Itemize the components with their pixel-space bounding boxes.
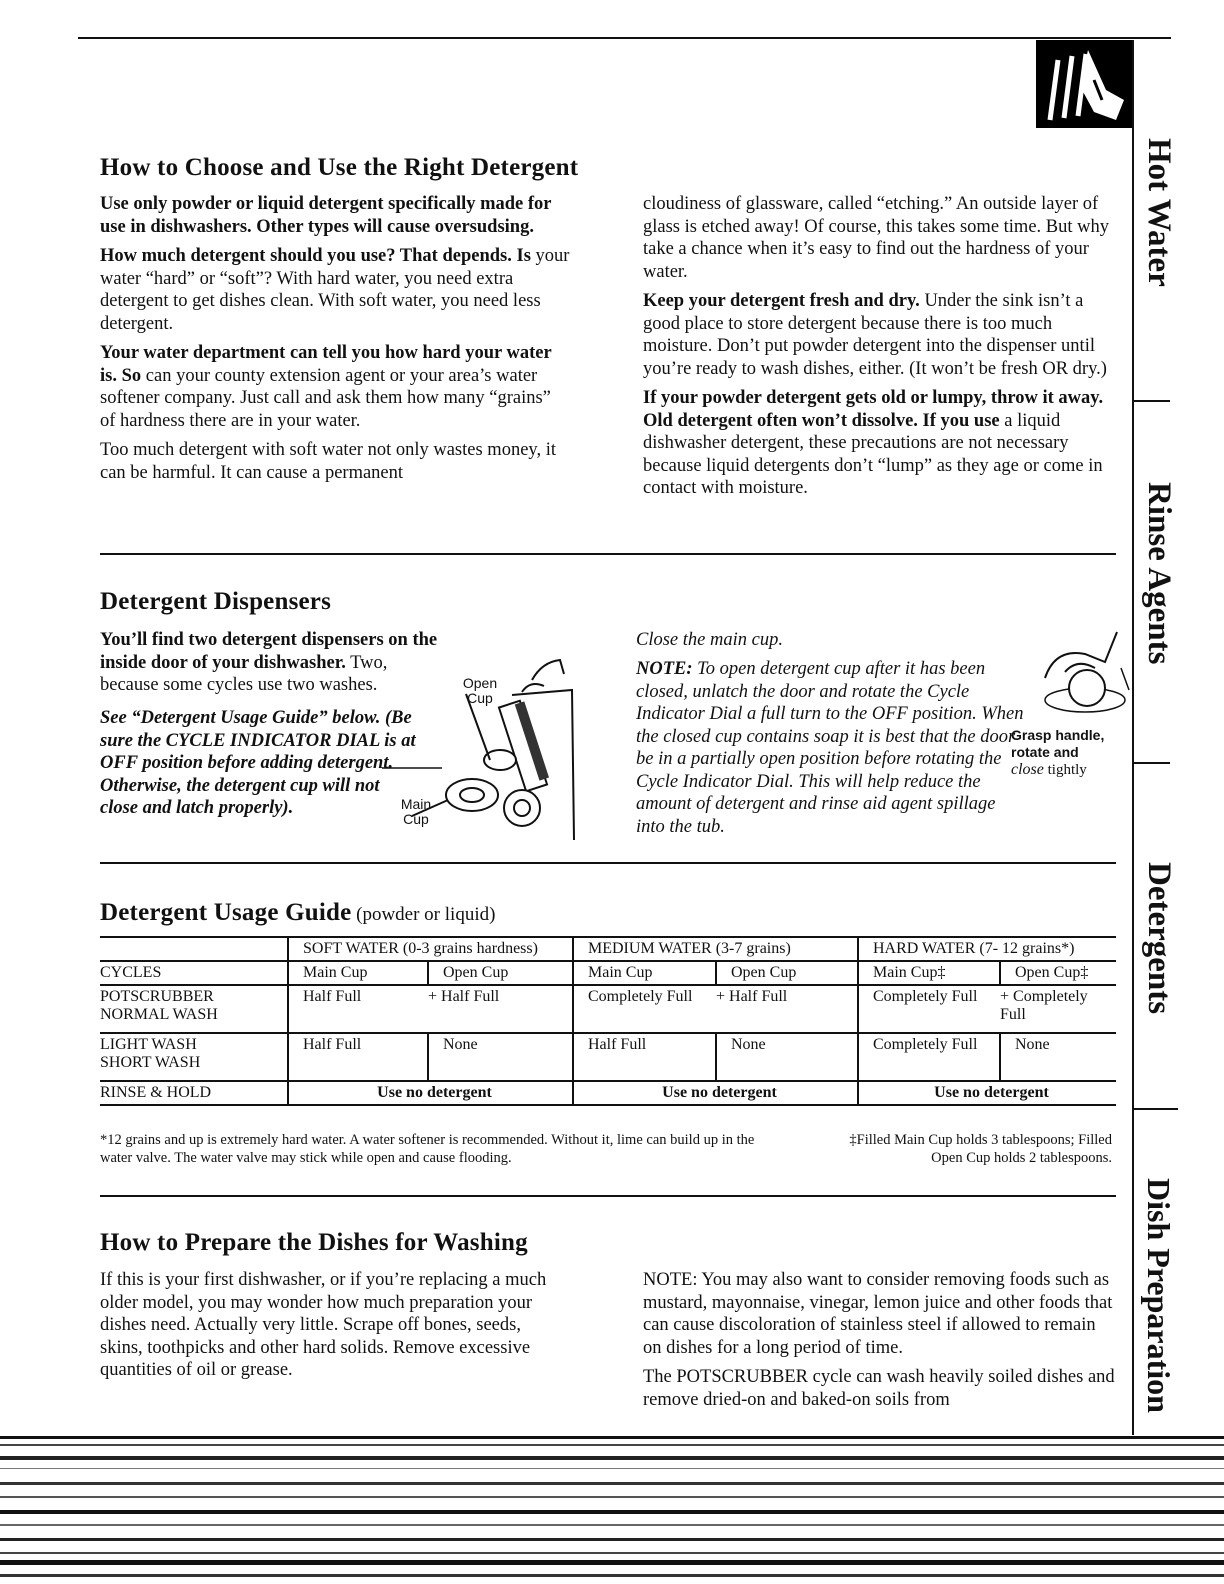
table-cell: Use no detergent [573,1081,858,1105]
cycles-label: CYCLES [100,964,162,981]
section1-right-column [643,193,1115,507]
usage-guide-subtitle: (powder or liquid) [351,904,496,925]
table-cell: Open Cup [428,961,573,985]
table-row [100,1081,1116,1105]
table-cell: Main Cup [573,961,716,985]
cycle-cell: RINSE & HOLD [100,1084,212,1101]
cycle-cell: POTSCRUBBER NORMAL WASH [100,988,218,1023]
table-cell: Completely Full [858,1033,1000,1081]
table-cell: + Completely Full [1000,988,1088,1023]
section-divider [100,553,1116,555]
paragraph: Your water department can tell you how hard your water is. So can your county extension agent or your area’s water softener company. Just call and ask them how many “grains” of hardness there are in your water. [100,343,552,431]
section-title-usage-guide: Detergent Usage Guide [100,899,352,926]
dispensers-italic-note: See “Detergent Usage Guide” below. (Be sure the CYCLE INDICATOR DIAL is at OFF position before adding detergent. Otherwise, the detergent cup will not close and latch properly). [100,708,416,818]
table-cell: Half Full [288,1033,428,1081]
paragraph: cloudiness of glassware, called “etching.” An outside layer of glass is etched away! Of course, this takes some time. But why take a chance when it’s easy to find out the hardness of your water. [643,194,1109,282]
footnote-hard-water: *12 grains and up is extremely hard water. A water softener is recommended. Without it, lime can build up in the water valve. The water valve may stick while open and cause flooding. [100,1132,755,1166]
table-header-row [100,937,1116,961]
top-rule [78,37,1171,39]
dispenser-illustration [382,650,582,840]
table-cell: None [1000,1033,1116,1081]
open-cup-label: Open Cup [462,675,498,706]
tab-divider [1134,1108,1178,1110]
grasp-handle-illustration [1025,628,1135,728]
section1-left-column [100,193,570,491]
table-cell: None [428,1033,573,1081]
table-cell: Main Cup‡ [858,961,1000,985]
col-header-medium: MEDIUM WATER (3-7 grains) [573,937,858,961]
dispensers-right-column: Close the main cup. [636,630,783,650]
paragraph: How much detergent should you use? That depends. Is your water “hard” or “soft”? With hard water, you need extra detergent to get dishes clean. With soft water, you need less detergent. [100,246,570,334]
table-cell: None [716,1033,858,1081]
main-cup-label: Main Cup [400,796,432,827]
section-divider [100,862,1116,864]
table-cell: Open Cup [716,961,858,985]
grasp-handle-label: Grasp handle, rotate and close tightly [1011,727,1105,778]
cycle-cell: LIGHT WASH SHORT WASH [100,1036,201,1071]
paragraph: The POTSCRUBBER cycle can wash heavily soiled dishes and remove dried-on and baked-on soils from [643,1367,1115,1410]
paragraph: If your powder detergent gets old or lumpy, throw it away. Old detergent often won’t dissolve. If you use a liquid dishwasher detergent, these precautions are not necessary because liquid detergents don’t “lump” as they age or come in contact with moisture. [643,388,1104,498]
tab-border [1132,40,1134,1435]
prepare-right-column [643,1269,1115,1418]
section-title-dispensers: Detergent Dispensers [100,588,332,615]
section-title-prepare-dishes: How to Prepare the Dishes for Washing [100,1229,528,1256]
section-divider [100,1195,1116,1197]
dispensers-note: NOTE: To open detergent cup after it has been closed, unlatch the door and rotate the Cycle Indicator Dial a full turn to the OFF position. When the closed cup contains soap it is best that the door be in a partially open position before rotating the Cycle Indicator Dial. This will help reduce the amount of detergent and rinse aid agent spillage into the tub. [636,659,1024,837]
dispensers-intro: You’ll find two detergent dispensers on the inside door of your dishwasher. Two, because some cycles use two washes. [100,630,438,695]
col-header-hard: HARD WATER (7- 12 grains*) [858,937,1116,961]
scan-artifact-stripes [0,1434,1224,1584]
table-cell: Use no detergent [858,1081,1116,1105]
usage-guide-table [100,936,1116,1106]
table-cell: + Half Full [428,988,500,1005]
paragraph: Too much detergent with soft water not only wastes money, it can be harmful. It can cause a permanent [100,440,556,483]
section-title-choose-detergent: How to Choose and Use the Right Detergent [100,154,579,181]
table-subheader-row [100,961,1116,985]
table-cell: Open Cup‡ [1000,961,1116,985]
table-cell: Completely Full [858,985,1000,1033]
col-header-soft: SOFT WATER (0-3 grains hardness) [288,937,573,961]
table-cell: Completely Full [573,985,716,1033]
table-cell: Half Full [573,1033,716,1081]
table-row [100,1033,1116,1081]
hand-icon [1036,40,1132,128]
table-cell: Half Full [288,985,428,1033]
paragraph: Use only powder or liquid detergent specifically made for use in dishwashers. Other types will cause oversudsing. [100,194,552,237]
tab-divider [1134,762,1170,764]
footnote-cup-capacity: ‡Filled Main Cup holds 3 tablespoons; Filled Open Cup holds 2 tablespoons. [849,1132,1112,1166]
paragraph: NOTE: You may also want to consider removing foods such as mustard, mayonnaise, vinegar, lemon juice and other foods that can cause discoloration of stainless steel if allowed to remain on dishes for a long period of time. [643,1270,1113,1358]
paragraph: Keep your detergent fresh and dry. Under the sink isn’t a good place to store detergent because there is too much moisture. Don’t put powder detergent into the dispenser until you’re ready to wash dishes, either. (It won’t be fresh OR dry.) [643,291,1107,379]
usage-guide-heading [100,899,495,927]
prepare-left-column: If this is your first dishwasher, or if you’re replacing a much older model, you may wonder how much preparation your dishes need. Actually very little. Scrape off bones, seeds, skins, toothpicks and other hard solids. Remove excessive quantities of oil or grease. [100,1270,547,1380]
table-cell: + Half Full [716,988,788,1005]
table-cell: Main Cup [288,961,428,985]
table-row [100,985,1116,1033]
tab-divider [1134,400,1170,402]
table-cell: Use no detergent [288,1081,573,1105]
